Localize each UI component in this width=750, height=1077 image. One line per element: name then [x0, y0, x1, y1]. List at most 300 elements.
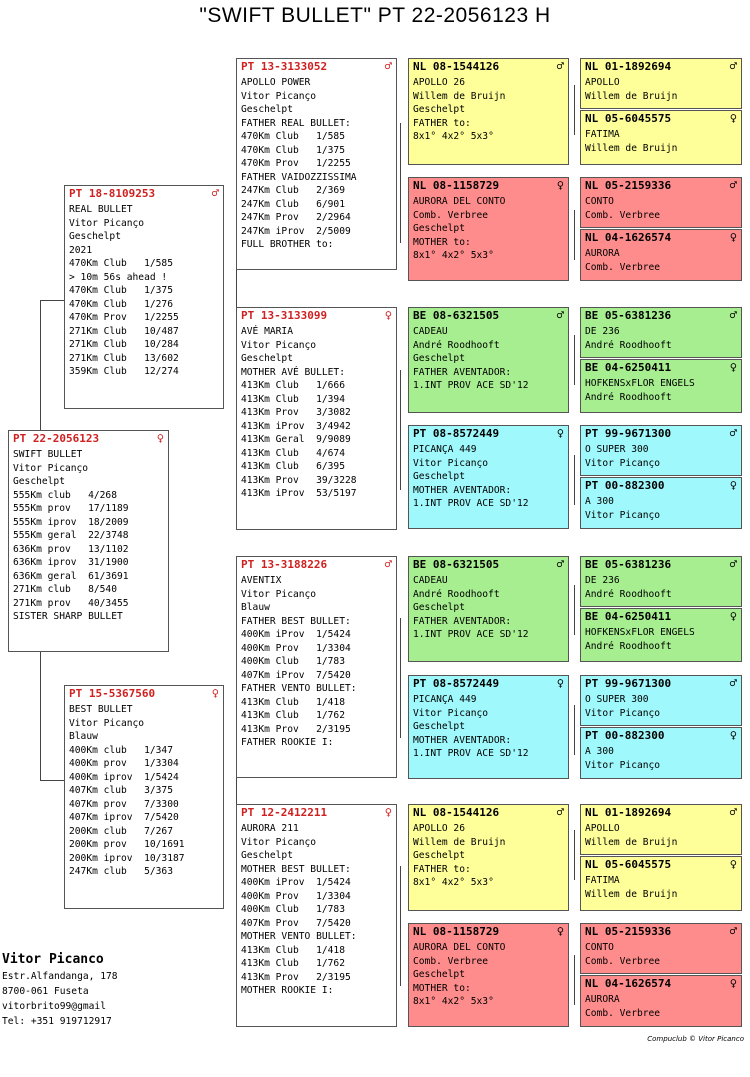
- pigeon-card-ggg-parent: [580, 975, 742, 1027]
- pigeon-card-father: [64, 185, 224, 409]
- info-line: AURORA DEL CONTO: [413, 942, 506, 953]
- result-row: [241, 903, 392, 917]
- result-label: 636Km geral: [13, 570, 89, 582]
- info-line: Geschelpt: [241, 104, 293, 115]
- result-row: [69, 771, 219, 785]
- breeder-address: Estr.Alfandanga, 178: [2, 971, 118, 982]
- result-label: 413Km Club: [241, 944, 317, 956]
- result-value: 1/375: [144, 285, 173, 296]
- female-icon: ♀: [556, 178, 564, 193]
- card-body: [409, 573, 568, 643]
- male-icon: ♂: [556, 557, 564, 572]
- card-body: [581, 376, 741, 405]
- info-line: Comb. Verbree: [413, 209, 489, 221]
- result-value: 40/3455: [88, 597, 129, 609]
- result-value: 10/487: [144, 325, 179, 337]
- result-label: 470Km Club: [241, 131, 317, 142]
- card-header: [409, 676, 568, 692]
- ring-number: PT 99-9671300: [585, 677, 672, 691]
- card-header: [65, 186, 223, 202]
- info-line: FATHER AVENTADOR:: [413, 366, 512, 378]
- result-row: [13, 570, 164, 584]
- result-row: [69, 311, 219, 325]
- result-label: 555Km prov: [13, 503, 89, 514]
- info-line: 8x1° 4x2° 5x3°: [413, 131, 494, 142]
- result-value: 7/5420: [144, 812, 179, 823]
- info-line: AVÉ MARIA: [241, 326, 293, 337]
- card-header: [409, 924, 568, 940]
- result-label: 470Km Club: [241, 144, 317, 156]
- info-line: Comb. Verbree: [585, 955, 661, 967]
- connector: [574, 210, 575, 260]
- info-line: MOTHER AVENTADOR:: [413, 734, 512, 746]
- result-row: [241, 655, 392, 669]
- pigeon-card-great-grandparent: [408, 58, 569, 165]
- result-value: 6/901: [316, 198, 345, 210]
- pigeon-card-great-grandparent: [408, 177, 569, 281]
- info-line: André Roodhooft: [585, 640, 672, 652]
- result-label: 247Km iProv: [241, 225, 317, 237]
- ring-number: NL 05-6045575: [585, 112, 672, 126]
- info-line: Willem de Bruijn: [585, 142, 678, 154]
- male-icon: ♂: [556, 59, 564, 74]
- result-row: [69, 852, 219, 866]
- info-line: Geschelpt: [413, 104, 465, 115]
- ring-number: NL 01-1892694: [585, 60, 672, 74]
- male-icon: ♂: [384, 557, 392, 572]
- pigeon-card-great-grandparent: [408, 804, 569, 911]
- card-header: [409, 308, 568, 324]
- result-label: 407Km iprov: [69, 812, 145, 823]
- card-header: [9, 431, 168, 447]
- result-label: MOTHER VENTO BULLET:: [241, 931, 357, 942]
- info-line: Vitor Picanço: [413, 707, 489, 719]
- card-body: [581, 194, 741, 223]
- result-value: 7/5420: [316, 917, 351, 929]
- result-row: [69, 798, 219, 812]
- pigeon-card-ggg-parent: [580, 727, 742, 779]
- result-value: 1/3304: [316, 890, 351, 902]
- male-icon: ♂: [729, 308, 737, 323]
- result-label: FULL BROTHER to:: [241, 239, 334, 250]
- male-icon: ♂: [729, 59, 737, 74]
- card-body: [581, 573, 741, 602]
- result-row: [13, 583, 164, 597]
- connector: [400, 866, 401, 986]
- card-body: [237, 821, 396, 999]
- card-header: [409, 426, 568, 442]
- ring-number: PT 08-8572449: [413, 427, 500, 441]
- female-icon: ♀: [729, 360, 737, 375]
- ring-number: NL 05-6045575: [585, 858, 672, 872]
- result-label: 413Km Prov: [241, 407, 317, 418]
- info-line: Geschelpt: [413, 721, 465, 732]
- connector: [40, 300, 66, 301]
- pigeon-card-grandparent: [236, 804, 397, 1027]
- result-row: [13, 529, 164, 543]
- pigeon-card-great-grandparent: [408, 556, 569, 662]
- result-value: 3/3082: [316, 407, 351, 418]
- connector: [40, 300, 41, 430]
- info-line: FATHER to:: [413, 117, 471, 129]
- result-value: 1/5424: [316, 877, 351, 888]
- card-body: [237, 324, 396, 502]
- connector: [574, 455, 575, 505]
- info-line: BEST BULLET: [69, 704, 133, 715]
- result-value: 1/762: [316, 710, 345, 721]
- info-line: Vitor Picanço: [585, 759, 661, 771]
- result-value: 1/762: [316, 958, 345, 969]
- info-line: Blauw: [69, 731, 98, 742]
- info-line: Geschelpt: [241, 353, 293, 364]
- card-body: [581, 821, 741, 850]
- card-body: [581, 75, 741, 104]
- info-line: Geschelpt: [13, 476, 65, 487]
- result-row: [241, 682, 392, 696]
- result-value: 2/2964: [316, 212, 351, 223]
- result-value: 1/394: [316, 393, 345, 405]
- result-row: [241, 890, 392, 904]
- female-icon: ♀: [729, 857, 737, 872]
- pigeon-card-great-grandparent: [408, 307, 569, 413]
- result-row: [13, 489, 164, 503]
- info-line: 1.INT PROV ACE SD'12: [413, 629, 529, 640]
- ring-number: PT 00-882300: [585, 729, 665, 743]
- result-value: 1/418: [316, 944, 345, 956]
- info-line: André Roodhooft: [585, 339, 672, 351]
- ring-number: PT 15-5367560: [69, 687, 156, 701]
- ring-number: BE 05-6381236: [585, 309, 672, 323]
- result-value: 1/2255: [144, 312, 179, 323]
- result-row: [69, 811, 219, 825]
- info-line: FATHER REAL BULLET:: [241, 117, 351, 129]
- result-value: 1/585: [144, 258, 173, 269]
- info-line: André Roodhooft: [413, 588, 500, 600]
- pigeon-card-ggg-parent: [580, 608, 742, 662]
- result-label: 407Km prov: [69, 798, 145, 810]
- pigeon-card-ggg-parent: [580, 177, 742, 228]
- pigeon-card-ggg-parent: [580, 804, 742, 855]
- info-line: FATIMA: [585, 129, 620, 140]
- result-value: 7/267: [144, 825, 173, 837]
- ring-number: NL 05-2159336: [585, 179, 672, 193]
- result-row: [241, 917, 392, 931]
- info-line: Vitor Picanço: [13, 462, 89, 474]
- card-header: [581, 360, 741, 376]
- result-label: 271Km Club: [69, 325, 145, 337]
- pigeon-card-ggg-parent: [580, 359, 742, 413]
- result-label: 247Km Club: [241, 198, 317, 210]
- info-line: 8x1° 4x2° 5x3°: [413, 996, 494, 1007]
- result-row: [241, 487, 392, 501]
- result-label: 636Km iprov: [13, 557, 89, 568]
- result-label: 271Km club: [13, 584, 89, 595]
- card-header: [409, 805, 568, 821]
- info-line: Vitor Picanço: [585, 707, 661, 719]
- result-label: 413Km Club: [241, 958, 317, 969]
- result-label: 413Km Club: [241, 447, 317, 459]
- card-body: [581, 940, 741, 969]
- male-icon: ♂: [729, 676, 737, 691]
- result-row: [241, 723, 392, 737]
- result-value: 1/666: [316, 380, 345, 391]
- result-row: [69, 838, 219, 852]
- connector: [574, 585, 575, 635]
- result-value: 13/602: [144, 352, 179, 364]
- ring-number: BE 08-6321505: [413, 309, 500, 323]
- pigeon-card-ggg-parent: [580, 307, 742, 358]
- result-label: 407Km iProv: [241, 669, 317, 681]
- result-label: 400Km Club: [241, 904, 317, 915]
- result-row: [241, 736, 392, 750]
- card-header: [581, 59, 741, 75]
- info-line: Willem de Bruijn: [585, 888, 678, 900]
- result-row: [241, 406, 392, 420]
- result-row: [13, 556, 164, 570]
- result-value: 1/3304: [316, 642, 351, 654]
- result-value: 1/2255: [316, 158, 351, 169]
- result-row: [13, 543, 164, 557]
- result-label: 413Km Club: [241, 393, 317, 405]
- info-line: FATHER AVENTADOR:: [413, 615, 512, 627]
- result-label: 413Km Prov: [241, 474, 317, 486]
- female-icon: ♀: [211, 686, 219, 701]
- info-line: APOLLO 26: [413, 823, 465, 834]
- breeder-name: Vitor Picanco: [2, 952, 104, 967]
- result-row: [69, 784, 219, 798]
- card-header: [581, 609, 741, 625]
- result-label: 555Km geral: [13, 530, 89, 541]
- card-header: [237, 557, 396, 573]
- result-value: 1/783: [316, 904, 345, 915]
- result-label: 400Km iProv: [241, 629, 317, 640]
- result-row: [241, 393, 392, 407]
- result-row: [241, 474, 392, 488]
- result-value: 53/5197: [316, 488, 357, 499]
- result-label: 470Km Club: [69, 298, 145, 310]
- result-label: 413Km iProv: [241, 488, 317, 499]
- result-row: [69, 325, 219, 339]
- result-value: 1/5424: [144, 771, 179, 783]
- ring-number: PT 13-3133052: [241, 60, 328, 74]
- result-row: [241, 971, 392, 985]
- info-line: DE 236: [585, 326, 620, 337]
- result-label: FATHER VENTO BULLET:: [241, 683, 357, 694]
- result-label: 400Km Prov: [241, 642, 317, 654]
- result-label: FATHER VAIDOZZISSIMA: [241, 171, 357, 183]
- info-line: Willem de Bruijn: [413, 836, 506, 848]
- ring-number: NL 04-1626574: [585, 977, 672, 991]
- result-value: 1/276: [144, 298, 173, 310]
- info-line: PICANÇA 449: [413, 444, 477, 455]
- ring-number: NL 01-1892694: [585, 806, 672, 820]
- male-icon: ♂: [384, 59, 392, 74]
- info-line: REAL BULLET: [69, 204, 133, 215]
- info-line: O SUPER 300: [585, 444, 649, 455]
- male-icon: ♂: [556, 308, 564, 323]
- pigeon-card-ggg-parent: [580, 856, 742, 911]
- card-body: [581, 246, 741, 275]
- card-header: [581, 478, 741, 494]
- result-row: [241, 157, 392, 171]
- result-value: 4/674: [316, 447, 345, 459]
- info-line: AURORA: [585, 994, 620, 1005]
- result-value: 2/369: [316, 185, 345, 196]
- info-line: Comb. Verbree: [585, 209, 661, 221]
- result-value: 2/5009: [316, 225, 351, 237]
- result-label: 400Km Club: [241, 656, 317, 667]
- card-header: [581, 178, 741, 194]
- card-body: [581, 692, 741, 721]
- female-icon: ♀: [729, 728, 737, 743]
- info-line: Geschelpt: [413, 602, 465, 613]
- result-row: [241, 460, 392, 474]
- result-value: 4/268: [88, 489, 117, 501]
- ring-number: BE 08-6321505: [413, 558, 500, 572]
- card-body: [581, 625, 741, 654]
- card-body: [409, 692, 568, 762]
- info-line: Comb. Verbree: [413, 955, 489, 967]
- card-header: [581, 308, 741, 324]
- result-value: 1/347: [144, 744, 173, 756]
- female-icon: ♀: [156, 431, 164, 446]
- result-label: 200Km iprov: [69, 852, 145, 864]
- info-line: FATHER BEST BULLET:: [241, 615, 351, 627]
- female-icon: ♀: [729, 478, 737, 493]
- info-line: Vitor Picanço: [413, 457, 489, 469]
- result-row: [13, 597, 164, 611]
- ring-number: PT 08-8572449: [413, 677, 500, 691]
- card-body: [409, 940, 568, 1010]
- info-line: Vitor Picanço: [241, 90, 317, 102]
- result-label: 271Km Club: [69, 352, 145, 364]
- result-value: 31/1900: [88, 557, 129, 568]
- info-line: Geschelpt: [413, 850, 465, 861]
- result-row: [241, 144, 392, 158]
- info-line: O SUPER 300: [585, 694, 649, 705]
- ring-number: PT 00-882300: [585, 479, 665, 493]
- female-icon: ♀: [729, 230, 737, 245]
- card-header: [581, 426, 741, 442]
- card-body: [581, 442, 741, 471]
- card-body: [581, 873, 741, 902]
- info-line: PICANÇA 449: [413, 694, 477, 705]
- result-label: 200Km club: [69, 825, 145, 837]
- result-label: FATHER ROOKIE I:: [241, 737, 334, 748]
- result-label: 470Km Prov: [241, 158, 317, 169]
- info-line: Vitor Picanço: [69, 717, 145, 729]
- result-value: 22/3748: [88, 530, 129, 541]
- info-line: AURORA: [585, 248, 620, 259]
- card-header: [581, 111, 741, 127]
- ring-number: PT 18-8109253: [69, 187, 156, 201]
- result-row: [69, 865, 219, 879]
- result-label: 413Km iProv: [241, 420, 317, 432]
- female-icon: ♀: [556, 426, 564, 441]
- female-icon: ♀: [384, 805, 392, 820]
- result-label: 247Km Club: [241, 185, 317, 196]
- info-line: APOLLO: [585, 823, 620, 834]
- pigeon-card-great-grandparent: [408, 425, 569, 529]
- result-row: [13, 502, 164, 516]
- result-value: 1/375: [316, 144, 345, 156]
- ring-number: PT 99-9671300: [585, 427, 672, 441]
- result-value: 39/3228: [316, 474, 357, 486]
- result-row: [241, 709, 392, 723]
- note-line: SISTER SHARP BULLET: [13, 611, 123, 622]
- result-value: 17/1189: [88, 503, 129, 514]
- info-line: Vitor Picanço: [69, 217, 145, 229]
- card-header: [409, 59, 568, 75]
- info-line: Geschelpt: [413, 471, 465, 482]
- result-row: [241, 171, 392, 185]
- breeder-info: [2, 951, 118, 1029]
- info-line: CONTO: [585, 196, 614, 207]
- result-value: 5/363: [144, 866, 173, 877]
- male-icon: ♂: [729, 557, 737, 572]
- card-header: [581, 924, 741, 940]
- info-line: Willem de Bruijn: [585, 90, 678, 102]
- info-line: Vitor Picanço: [241, 836, 317, 848]
- ring-number: BE 05-6381236: [585, 558, 672, 572]
- info-line: CADEAU: [413, 326, 448, 337]
- card-body: [65, 202, 223, 380]
- result-value: 8/540: [88, 584, 117, 595]
- ring-number: NL 08-1544126: [413, 60, 500, 74]
- result-row: [69, 284, 219, 298]
- pigeon-card-ggg-parent: [580, 110, 742, 165]
- connector: [574, 955, 575, 1005]
- ring-number: NL 08-1158729: [413, 925, 500, 939]
- info-line: AURORA 211: [241, 823, 299, 834]
- result-value: 1/783: [316, 656, 345, 667]
- pigeon-card-great-grandparent: [408, 923, 569, 1027]
- card-body: [65, 702, 223, 880]
- result-row: [241, 379, 392, 393]
- male-icon: ♂: [211, 186, 219, 201]
- result-row: [241, 696, 392, 710]
- card-body: [9, 447, 168, 625]
- pigeon-card-ggg-parent: [580, 923, 742, 974]
- result-label: 407Km club: [69, 785, 145, 796]
- info-line: Blauw: [241, 602, 270, 613]
- pigeon-card-great-grandparent: [408, 675, 569, 779]
- card-header: [237, 308, 396, 324]
- result-value: 2/3195: [316, 971, 351, 983]
- result-value: 1/5424: [316, 629, 351, 640]
- connector: [574, 335, 575, 385]
- ring-number: BE 04-6250411: [585, 361, 672, 375]
- result-label: 555Km iprov: [13, 516, 89, 528]
- result-value: 10/1691: [144, 839, 185, 850]
- info-line: Vitor Picanço: [585, 457, 661, 469]
- result-value: 7/5420: [316, 669, 351, 681]
- info-line: Geschelpt: [69, 231, 121, 242]
- pigeon-card-main: [8, 430, 169, 652]
- connector: [40, 652, 41, 780]
- result-row: [241, 447, 392, 461]
- result-row: [69, 352, 219, 366]
- connector: [574, 85, 575, 135]
- result-label: 413Km Club: [241, 461, 317, 472]
- result-label: 413Km Prov: [241, 971, 317, 983]
- result-label: 470Km Prov: [69, 312, 145, 323]
- footer-credit: Compuclub © Vitor Picanco: [647, 1035, 744, 1043]
- result-value: 10/284: [144, 339, 179, 350]
- card-body: [581, 744, 741, 773]
- result-label: 407Km Prov: [241, 917, 317, 929]
- result-value: 6/395: [316, 461, 345, 472]
